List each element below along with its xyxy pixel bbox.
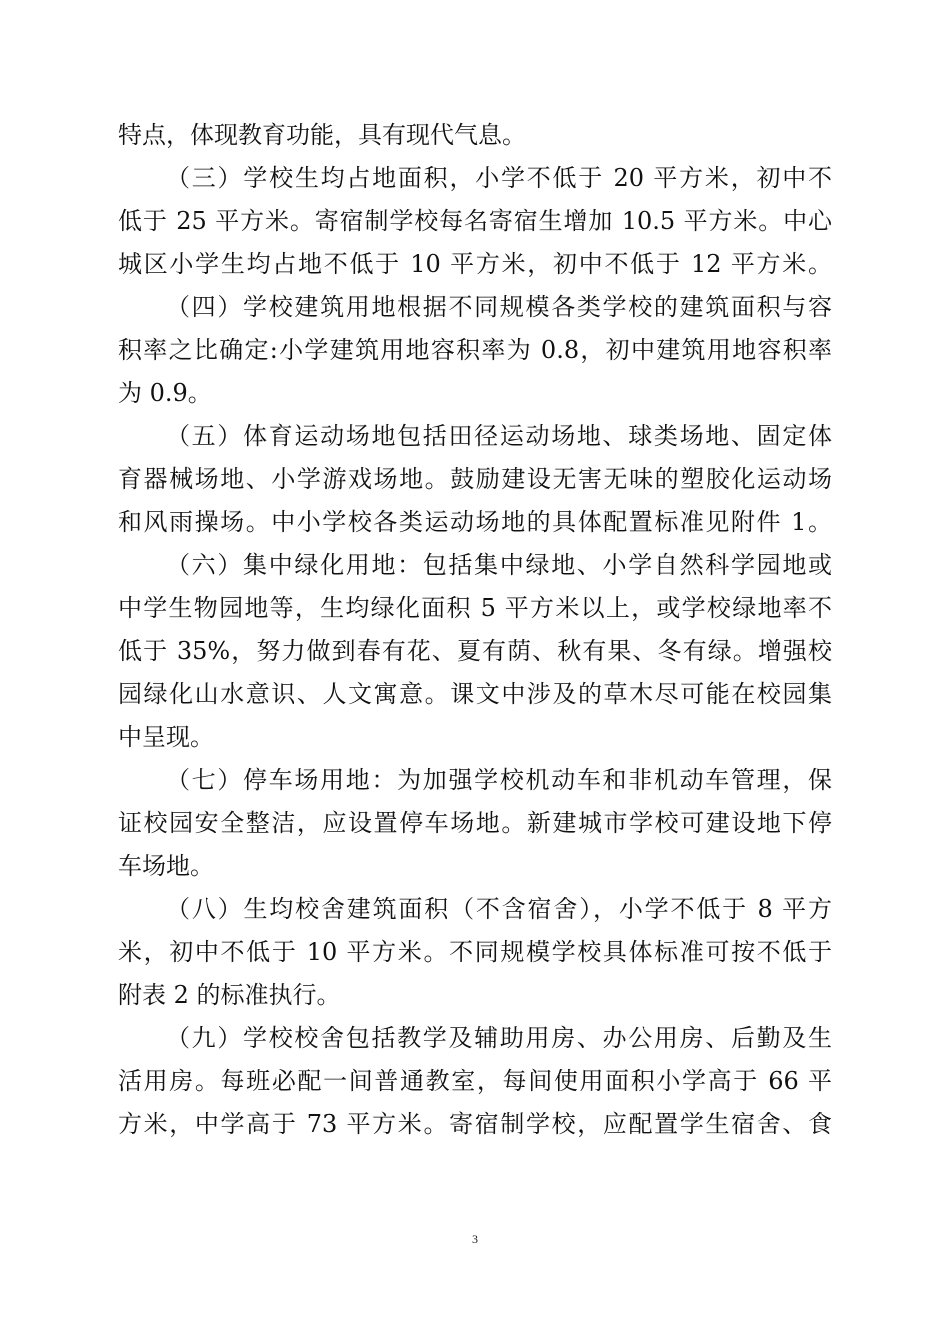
text-line: 低于 25 平方米。寄宿制学校每名寄宿生增加 10.5 平方米。中心 — [118, 207, 832, 235]
page-number: 3 — [472, 1232, 478, 1246]
text-line: 园绿化山水意识、人文寓意。课文中涉及的草木尽可能在校园集 — [118, 680, 832, 708]
text-line: （五）体育运动场地包括田径运动场地、球类场地、固定体 — [166, 422, 832, 450]
text-line: 附表 2 的标准执行。 — [118, 981, 341, 1009]
text-line: 中呈现。 — [118, 723, 214, 751]
text-line: 方米，中学高于 73 平方米。寄宿制学校，应配置学生宿舍、食 — [118, 1110, 832, 1138]
text-line: （八）生均校舍建筑面积（不含宿舍），小学不低于 8 平方 — [166, 895, 832, 923]
text-line: 特点，体现教育功能，具有现代气息。 — [118, 121, 526, 149]
document-body — [118, 114, 832, 1146]
text-line: 育器械场地、小学游戏场地。鼓励建设无害无味的塑胶化运动场 — [118, 465, 832, 493]
text-line: 证校园安全整洁，应设置停车场地。新建城市学校可建设地下停 — [118, 809, 832, 837]
text-line: （四）学校建筑用地根据不同规模各类学校的建筑面积与容 — [166, 293, 832, 321]
text-line: 为 0.9。 — [118, 379, 212, 407]
text-line: （九）学校校舍包括教学及辅助用房、办公用房、后勤及生 — [166, 1024, 832, 1052]
text-line: 车场地。 — [118, 852, 214, 880]
text-line: （六）集中绿化用地：包括集中绿地、小学自然科学园地或 — [166, 551, 832, 579]
text-line: 和风雨操场。中小学校各类运动场地的具体配置标准见附件 1。 — [118, 508, 832, 536]
text-line: 中学生物园地等，生均绿化面积 5 平方米以上，或学校绿地率不 — [118, 594, 832, 622]
text-line: 积率之比确定:小学建筑用地容积率为 0.8，初中建筑用地容积率 — [118, 336, 832, 364]
text-line: 城区小学生均占地不低于 10 平方米，初中不低于 12 平方米。 — [118, 250, 832, 278]
text-line: 活用房。每班必配一间普通教室，每间使用面积小学高于 66 平 — [118, 1067, 832, 1095]
text-line: 低于 35%，努力做到春有花、夏有荫、秋有果、冬有绿。增强校 — [118, 637, 832, 665]
text-line: （七）停车场用地：为加强学校机动车和非机动车管理，保 — [166, 766, 832, 794]
text-line: 米，初中不低于 10 平方米。不同规模学校具体标准可按不低于 — [118, 938, 832, 966]
text-line: （三）学校生均占地面积，小学不低于 20 平方米，初中不 — [166, 164, 832, 192]
